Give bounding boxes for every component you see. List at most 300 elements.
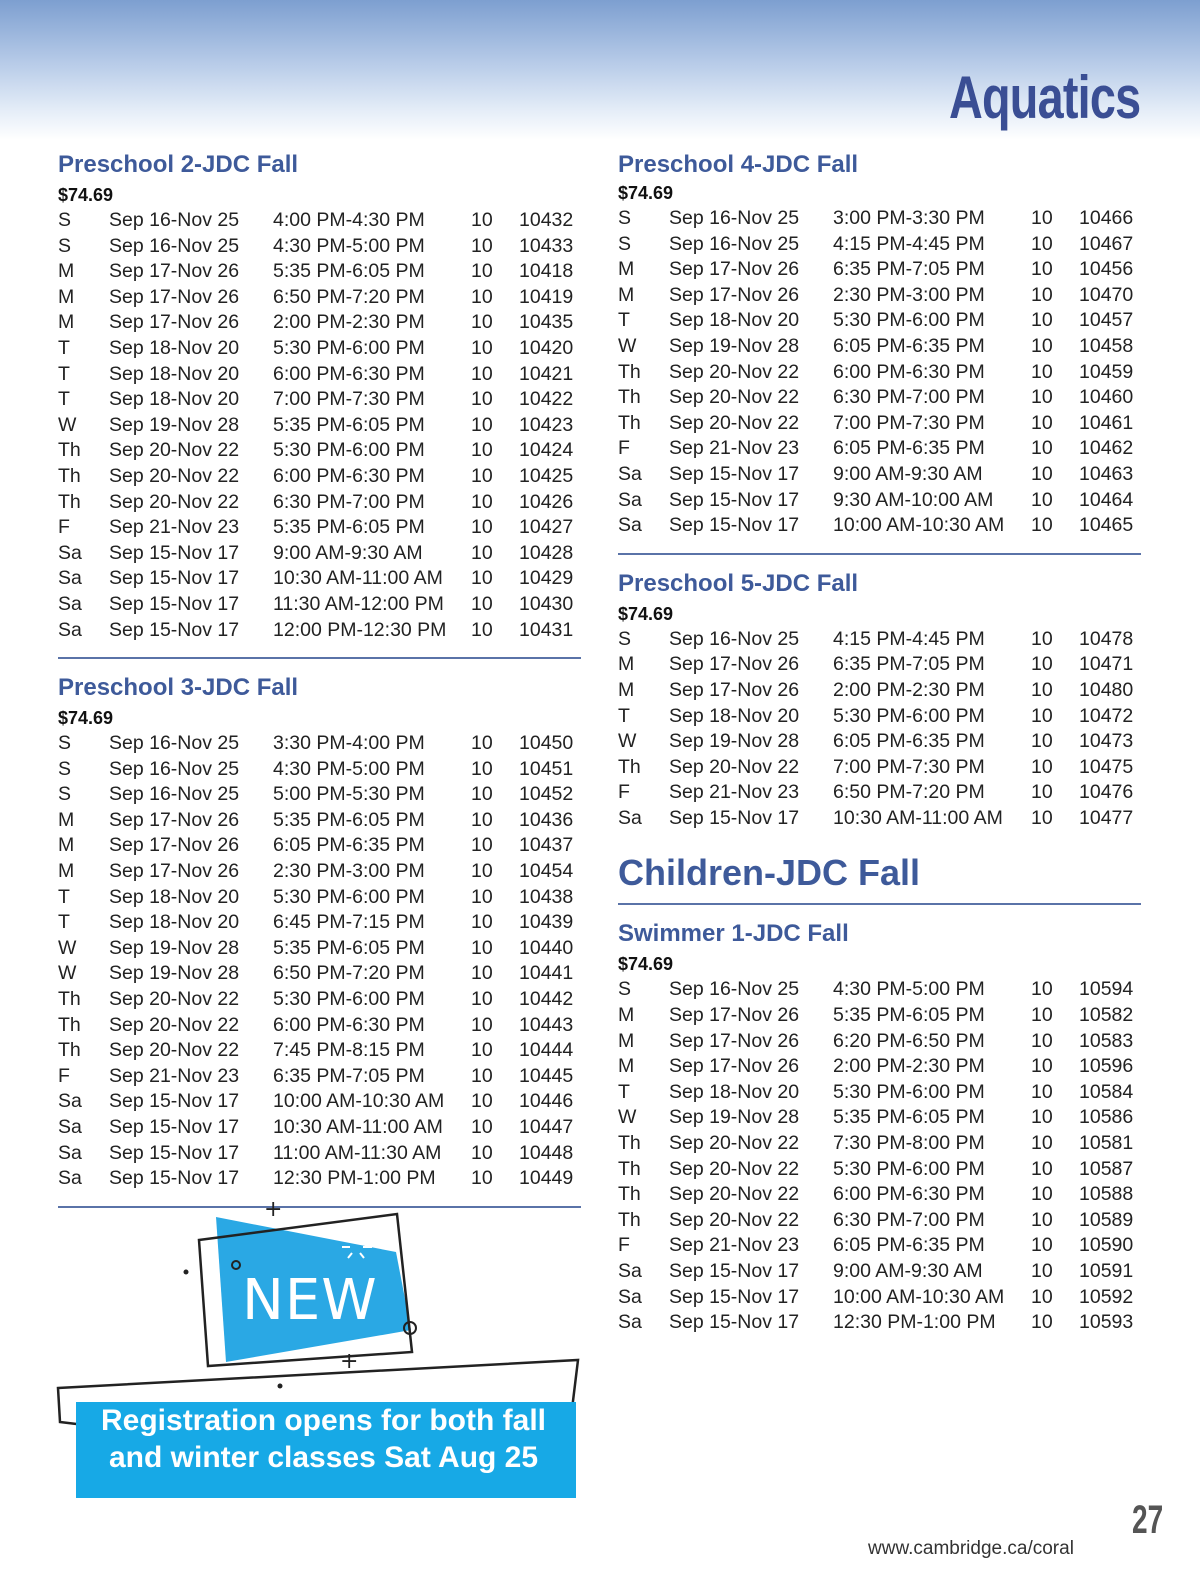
row-course-code: 10428 <box>519 541 574 564</box>
row-course-code: 10584 <box>1079 1080 1134 1103</box>
row-time: 5:30 PM-6:00 PM <box>833 1080 985 1103</box>
row-weeks: 10 <box>1031 1208 1053 1231</box>
row-time: 6:50 PM-7:20 PM <box>273 962 425 985</box>
row-course-code: 10586 <box>1079 1106 1134 1129</box>
row-weeks: 10 <box>1031 806 1053 829</box>
row-weeks: 10 <box>471 885 493 908</box>
table-row <box>618 806 1141 832</box>
row-dates: Sep 16-Nov 25 <box>109 234 240 257</box>
row-time: 5:35 PM-6:05 PM <box>273 936 425 959</box>
row-day: Th <box>618 1157 641 1180</box>
row-dates: Sep 19-Nov 28 <box>109 936 240 959</box>
table-row <box>58 1038 581 1064</box>
row-time: 6:50 PM-7:20 PM <box>833 781 985 804</box>
row-day: M <box>618 283 635 306</box>
table-row <box>58 1064 581 1090</box>
row-day: Sa <box>618 1260 642 1282</box>
row-day: Sa <box>58 592 82 615</box>
plus-icon: + <box>340 1349 359 1374</box>
row-time: 4:30 PM-5:00 PM <box>273 234 425 257</box>
row-weeks: 10 <box>1031 462 1053 485</box>
row-course-code: 10446 <box>519 1090 574 1113</box>
row-weeks: 10 <box>471 1167 493 1190</box>
table-row <box>618 308 1141 334</box>
row-time: 6:05 PM-6:35 PM <box>273 834 425 857</box>
row-time: 10:00 AM-10:30 AM <box>833 514 1005 537</box>
row-dates: Sep 21-Nov 23 <box>669 1234 800 1257</box>
table-row <box>58 731 581 757</box>
row-weeks: 10 <box>1031 704 1053 727</box>
row-day: Sa <box>58 1167 82 1190</box>
row-dates: Sep 17-Nov 26 <box>669 1004 800 1027</box>
row-time: 11:00 AM-11:30 AM <box>273 1141 442 1164</box>
row-course-code: 10464 <box>1079 488 1134 511</box>
row-time: 9:00 AM-9:30 AM <box>833 462 983 485</box>
row-weeks: 10 <box>471 209 493 231</box>
row-course-code: 10472 <box>1079 704 1134 727</box>
row-weeks: 10 <box>471 567 493 590</box>
price-preschool-3: $74.69 <box>58 708 114 729</box>
row-course-code: 10447 <box>519 1116 574 1138</box>
table-row <box>618 513 1141 539</box>
row-dates: Sep 20-Nov 22 <box>109 439 240 462</box>
row-day: M <box>58 860 75 883</box>
row-time: 6:35 PM-7:05 PM <box>833 258 985 281</box>
table-row <box>618 678 1141 704</box>
footer-url-link[interactable]: www.cambridge.ca/coral <box>868 1538 1074 1559</box>
table-row <box>58 310 581 336</box>
row-time: 7:45 PM-8:15 PM <box>273 1039 425 1062</box>
table-row <box>58 387 581 413</box>
row-dates: Sep 17-Nov 26 <box>109 311 240 334</box>
row-weeks: 10 <box>471 732 493 755</box>
table-row <box>618 385 1141 411</box>
row-day: S <box>618 232 632 255</box>
row-course-code: 10589 <box>1079 1208 1134 1231</box>
table-row <box>618 206 1141 232</box>
row-course-code: 10437 <box>519 834 574 857</box>
row-time: 6:50 PM-7:20 PM <box>273 285 425 308</box>
table-row <box>618 1131 1141 1157</box>
row-day: M <box>618 258 635 281</box>
row-weeks: 10 <box>471 516 493 539</box>
row-day: M <box>58 285 75 308</box>
page-number: 27 <box>1132 1498 1164 1542</box>
row-day: M <box>58 311 75 334</box>
table-row <box>58 885 581 911</box>
table-row <box>58 1089 581 1115</box>
row-weeks: 10 <box>471 988 493 1011</box>
row-dates: Sep 18-Nov 20 <box>669 704 800 727</box>
row-day: Sa <box>58 567 82 590</box>
row-day: M <box>58 834 75 857</box>
row-day: F <box>618 1234 630 1257</box>
row-weeks: 10 <box>471 234 493 257</box>
table-row <box>58 618 581 644</box>
row-course-code: 10473 <box>1079 730 1134 753</box>
row-weeks: 10 <box>1031 978 1053 1001</box>
row-dates: Sep 18-Nov 20 <box>109 885 240 908</box>
row-course-code: 10419 <box>519 285 574 308</box>
section-divider <box>58 657 581 659</box>
right-column <box>618 150 1141 1336</box>
row-dates: Sep 20-Nov 22 <box>669 411 800 434</box>
row-course-code: 10581 <box>1079 1132 1134 1155</box>
row-weeks: 10 <box>1031 207 1053 229</box>
row-weeks: 10 <box>471 834 493 857</box>
row-dates: Sep 20-Nov 22 <box>669 386 800 409</box>
row-dates: Sep 15-Nov 17 <box>109 1116 240 1138</box>
price-swimmer-1: $74.69 <box>618 954 674 975</box>
row-course-code: 10467 <box>1079 232 1134 255</box>
row-dates: Sep 15-Nov 17 <box>669 806 800 829</box>
price-preschool-2: $74.69 <box>58 185 114 205</box>
row-dates: Sep 15-Nov 17 <box>109 618 240 641</box>
row-course-code: 10433 <box>519 234 574 257</box>
row-course-code: 10445 <box>519 1064 574 1087</box>
row-weeks: 10 <box>471 439 493 462</box>
table-row <box>618 257 1141 283</box>
row-day: M <box>618 1055 635 1078</box>
row-day: Th <box>618 360 641 383</box>
row-course-code: 10435 <box>519 311 574 334</box>
table-row <box>58 336 581 362</box>
row-dates: Sep 19-Nov 28 <box>669 1106 800 1129</box>
row-day: S <box>58 783 72 806</box>
row-time: 2:00 PM-2:30 PM <box>273 311 425 334</box>
table-row <box>58 1115 581 1141</box>
row-day: S <box>58 209 72 231</box>
row-course-code: 10457 <box>1079 309 1134 332</box>
row-day: Sa <box>58 618 82 641</box>
row-time: 5:30 PM-6:00 PM <box>833 704 985 727</box>
row-course-code: 10475 <box>1079 755 1134 778</box>
table-row <box>58 464 581 490</box>
table-row <box>618 411 1141 437</box>
row-dates: Sep 20-Nov 22 <box>109 988 240 1011</box>
row-time: 6:35 PM-7:05 PM <box>833 653 985 676</box>
row-time: 5:30 PM-6:00 PM <box>273 988 425 1011</box>
row-course-code: 10590 <box>1079 1234 1134 1257</box>
section-title-preschool-4: Preschool 4-JDC Fall <box>618 151 859 178</box>
row-course-code: 10443 <box>519 1013 574 1036</box>
row-course-code: 10450 <box>519 732 574 755</box>
row-time: 4:15 PM-4:45 PM <box>833 627 985 650</box>
table-row <box>58 259 581 285</box>
row-day: M <box>618 1004 635 1027</box>
row-dates: Sep 21-Nov 23 <box>109 1064 240 1087</box>
row-weeks: 10 <box>1031 653 1053 676</box>
table-row <box>58 782 581 808</box>
row-time: 9:00 AM-9:30 AM <box>273 541 423 564</box>
table-row <box>58 1141 581 1167</box>
row-course-code: 10592 <box>1079 1285 1134 1308</box>
row-weeks: 10 <box>471 260 493 283</box>
row-dates: Sep 19-Nov 28 <box>109 413 240 436</box>
row-time: 4:30 PM-5:00 PM <box>833 978 985 1001</box>
table-row <box>58 566 581 592</box>
row-time: 6:05 PM-6:35 PM <box>833 1234 985 1257</box>
table-row <box>58 910 581 936</box>
row-time: 2:30 PM-3:00 PM <box>273 860 425 883</box>
row-day: Th <box>58 1039 81 1062</box>
row-time: 11:30 AM-12:00 PM <box>273 592 444 615</box>
row-dates: Sep 18-Nov 20 <box>109 336 240 359</box>
row-weeks: 10 <box>1031 730 1053 753</box>
row-course-code: 10591 <box>1079 1260 1134 1282</box>
row-dates: Sep 15-Nov 17 <box>109 1141 240 1164</box>
row-dates: Sep 20-Nov 22 <box>109 1013 240 1036</box>
row-course-code: 10427 <box>519 516 574 539</box>
row-day: T <box>58 911 70 934</box>
row-dates: Sep 17-Nov 26 <box>669 1029 800 1052</box>
row-course-code: 10449 <box>519 1167 574 1190</box>
row-weeks: 10 <box>1031 386 1053 409</box>
row-day: Th <box>618 1208 641 1231</box>
table-row <box>58 592 581 618</box>
row-day: M <box>618 1029 635 1052</box>
row-course-code: 10451 <box>519 757 574 780</box>
table-row <box>618 977 1141 1003</box>
row-weeks: 10 <box>1031 781 1053 804</box>
row-weeks: 10 <box>471 1090 493 1113</box>
row-course-code: 10422 <box>519 388 574 411</box>
row-weeks: 10 <box>1031 437 1053 460</box>
row-weeks: 10 <box>471 362 493 385</box>
row-dates: Sep 16-Nov 25 <box>669 207 800 229</box>
row-course-code: 10480 <box>1079 678 1134 701</box>
row-dates: Sep 15-Nov 17 <box>669 1260 800 1282</box>
row-dates: Sep 15-Nov 17 <box>109 1090 240 1113</box>
table-row <box>618 1157 1141 1183</box>
row-weeks: 10 <box>471 936 493 959</box>
row-day: M <box>618 678 635 701</box>
table-row <box>618 1080 1141 1106</box>
row-weeks: 10 <box>1031 627 1053 650</box>
row-dates: Sep 20-Nov 22 <box>669 1132 800 1155</box>
table-row <box>58 490 581 516</box>
row-dates: Sep 17-Nov 26 <box>669 1055 800 1078</box>
row-course-code: 10430 <box>519 592 574 615</box>
row-weeks: 10 <box>471 336 493 359</box>
table-row <box>618 755 1141 781</box>
row-time: 7:00 PM-7:30 PM <box>273 388 425 411</box>
row-day: Sa <box>618 1285 642 1308</box>
row-weeks: 10 <box>1031 411 1053 434</box>
row-course-code: 10421 <box>519 362 574 385</box>
row-time: 10:30 AM-11:00 AM <box>273 567 443 590</box>
row-weeks: 10 <box>1031 334 1053 357</box>
row-course-code: 10471 <box>1079 653 1134 676</box>
row-course-code: 10426 <box>519 490 574 513</box>
row-dates: Sep 15-Nov 17 <box>669 488 800 511</box>
new-badge-label: NEW <box>242 1268 378 1333</box>
table-row <box>618 1259 1141 1285</box>
row-day: W <box>618 1106 637 1129</box>
row-course-code: 10454 <box>519 860 574 883</box>
row-dates: Sep 16-Nov 25 <box>109 783 240 806</box>
row-course-code: 10438 <box>519 885 574 908</box>
row-course-code: 10461 <box>1079 411 1134 434</box>
row-course-code: 10477 <box>1079 806 1134 829</box>
row-day: Th <box>618 755 641 778</box>
row-dates: Sep 20-Nov 22 <box>669 1208 800 1231</box>
row-time: 6:05 PM-6:35 PM <box>833 334 985 357</box>
row-weeks: 10 <box>471 1116 493 1138</box>
row-time: 6:00 PM-6:30 PM <box>273 1013 425 1036</box>
row-dates: Sep 21-Nov 23 <box>669 781 800 804</box>
row-course-code: 10444 <box>519 1039 574 1062</box>
row-dates: Sep 20-Nov 22 <box>669 360 800 383</box>
table-row <box>58 515 581 541</box>
row-weeks: 10 <box>471 285 493 308</box>
schedule-table-preschool-3 <box>58 731 581 1192</box>
row-dates: Sep 15-Nov 17 <box>109 567 240 590</box>
row-dates: Sep 17-Nov 26 <box>669 653 800 676</box>
row-weeks: 10 <box>1031 1285 1053 1308</box>
row-time: 2:00 PM-2:30 PM <box>833 678 985 701</box>
row-dates: Sep 20-Nov 22 <box>109 464 240 487</box>
table-row <box>618 360 1141 386</box>
row-dates: Sep 18-Nov 20 <box>109 388 240 411</box>
row-course-code: 10441 <box>519 962 574 985</box>
dot-icon <box>278 1384 283 1389</box>
row-dates: Sep 17-Nov 26 <box>669 283 800 306</box>
row-weeks: 10 <box>1031 1132 1053 1155</box>
row-dates: Sep 15-Nov 17 <box>109 592 240 615</box>
row-day: Th <box>618 1183 641 1206</box>
row-time: 6:30 PM-7:00 PM <box>273 490 425 513</box>
table-row <box>58 208 581 234</box>
table-row <box>618 1285 1141 1311</box>
promo-banner <box>76 1402 576 1498</box>
row-day: F <box>618 437 630 460</box>
row-course-code: 10425 <box>519 464 574 487</box>
table-row <box>58 285 581 311</box>
row-time: 6:30 PM-7:00 PM <box>833 1208 985 1231</box>
row-course-code: 10460 <box>1079 386 1134 409</box>
row-weeks: 10 <box>471 311 493 334</box>
row-dates: Sep 17-Nov 26 <box>109 860 240 883</box>
schedule-table-preschool-2 <box>58 208 581 643</box>
row-time: 5:35 PM-6:05 PM <box>273 808 425 831</box>
row-time: 2:00 PM-2:30 PM <box>833 1055 985 1078</box>
row-weeks: 10 <box>1031 1234 1053 1257</box>
table-row <box>618 627 1141 653</box>
row-day: W <box>618 730 637 753</box>
row-dates: Sep 21-Nov 23 <box>109 516 240 539</box>
row-dates: Sep 20-Nov 22 <box>669 1157 800 1180</box>
row-time: 5:35 PM-6:05 PM <box>273 413 425 436</box>
row-weeks: 10 <box>471 860 493 883</box>
row-time: 5:35 PM-6:05 PM <box>833 1106 985 1129</box>
row-day: S <box>58 732 72 755</box>
row-day: F <box>618 781 630 804</box>
table-row <box>618 334 1141 360</box>
row-day: Th <box>58 464 81 487</box>
row-day: Sa <box>58 1141 82 1164</box>
row-course-code: 10465 <box>1079 514 1134 537</box>
row-course-code: 10440 <box>519 936 574 959</box>
row-time: 6:00 PM-6:30 PM <box>833 1183 985 1206</box>
row-weeks: 10 <box>471 388 493 411</box>
promo-line-1: Registration opens for both fall <box>101 1404 547 1437</box>
row-time: 5:30 PM-6:00 PM <box>833 1157 985 1180</box>
row-dates: Sep 21-Nov 23 <box>669 437 800 460</box>
table-row <box>618 1182 1141 1208</box>
row-day: T <box>58 362 70 385</box>
table-row <box>58 757 581 783</box>
row-day: S <box>618 627 632 650</box>
dot-icon <box>184 1270 189 1275</box>
schedule-table-preschool-5 <box>618 627 1141 832</box>
row-dates: Sep 15-Nov 17 <box>669 1311 800 1334</box>
row-dates: Sep 18-Nov 20 <box>109 911 240 934</box>
table-row <box>618 1029 1141 1055</box>
row-day: W <box>58 413 77 436</box>
row-dates: Sep 17-Nov 26 <box>109 260 240 283</box>
row-weeks: 10 <box>1031 1029 1053 1052</box>
row-course-code: 10436 <box>519 808 574 831</box>
row-weeks: 10 <box>1031 1183 1053 1206</box>
section-divider <box>618 903 1141 905</box>
row-weeks: 10 <box>1031 232 1053 255</box>
plus-icon: + <box>264 1200 283 1222</box>
row-time: 10:00 AM-10:30 AM <box>833 1285 1005 1308</box>
schedule-table-swimmer-1 <box>618 977 1141 1335</box>
row-dates: Sep 17-Nov 26 <box>109 834 240 857</box>
row-day: Th <box>58 988 81 1011</box>
row-time: 6:00 PM-6:30 PM <box>273 464 425 487</box>
row-dates: Sep 15-Nov 17 <box>669 514 800 537</box>
row-weeks: 10 <box>1031 514 1053 537</box>
row-course-code: 10431 <box>519 618 574 641</box>
row-weeks: 10 <box>471 413 493 436</box>
table-row <box>618 1054 1141 1080</box>
row-day: M <box>58 260 75 283</box>
row-day: Sa <box>58 1090 82 1113</box>
row-course-code: 10459 <box>1079 360 1134 383</box>
row-weeks: 10 <box>471 757 493 780</box>
row-time: 5:30 PM-6:00 PM <box>833 309 985 332</box>
row-dates: Sep 16-Nov 25 <box>109 732 240 755</box>
row-weeks: 10 <box>471 808 493 831</box>
row-day: W <box>58 962 77 985</box>
row-course-code: 10588 <box>1079 1183 1134 1206</box>
row-weeks: 10 <box>471 1141 493 1164</box>
row-day: M <box>618 653 635 676</box>
row-course-code: 10442 <box>519 988 574 1011</box>
row-weeks: 10 <box>471 490 493 513</box>
row-dates: Sep 16-Nov 25 <box>669 627 800 650</box>
row-course-code: 10432 <box>519 209 574 231</box>
table-row <box>58 833 581 859</box>
row-time: 6:00 PM-6:30 PM <box>833 360 985 383</box>
row-course-code: 10470 <box>1079 283 1134 306</box>
row-day: Sa <box>618 514 642 537</box>
row-dates: Sep 15-Nov 17 <box>669 1285 800 1308</box>
row-day: S <box>618 207 632 229</box>
row-course-code: 10476 <box>1079 781 1134 804</box>
row-dates: Sep 18-Nov 20 <box>669 1080 800 1103</box>
row-dates: Sep 20-Nov 22 <box>109 490 240 513</box>
row-course-code: 10420 <box>519 336 574 359</box>
table-row <box>58 1013 581 1039</box>
table-row <box>58 1166 581 1192</box>
table-row <box>618 1208 1141 1234</box>
row-time: 6:05 PM-6:35 PM <box>833 730 985 753</box>
row-time: 9:00 AM-9:30 AM <box>833 1260 983 1282</box>
